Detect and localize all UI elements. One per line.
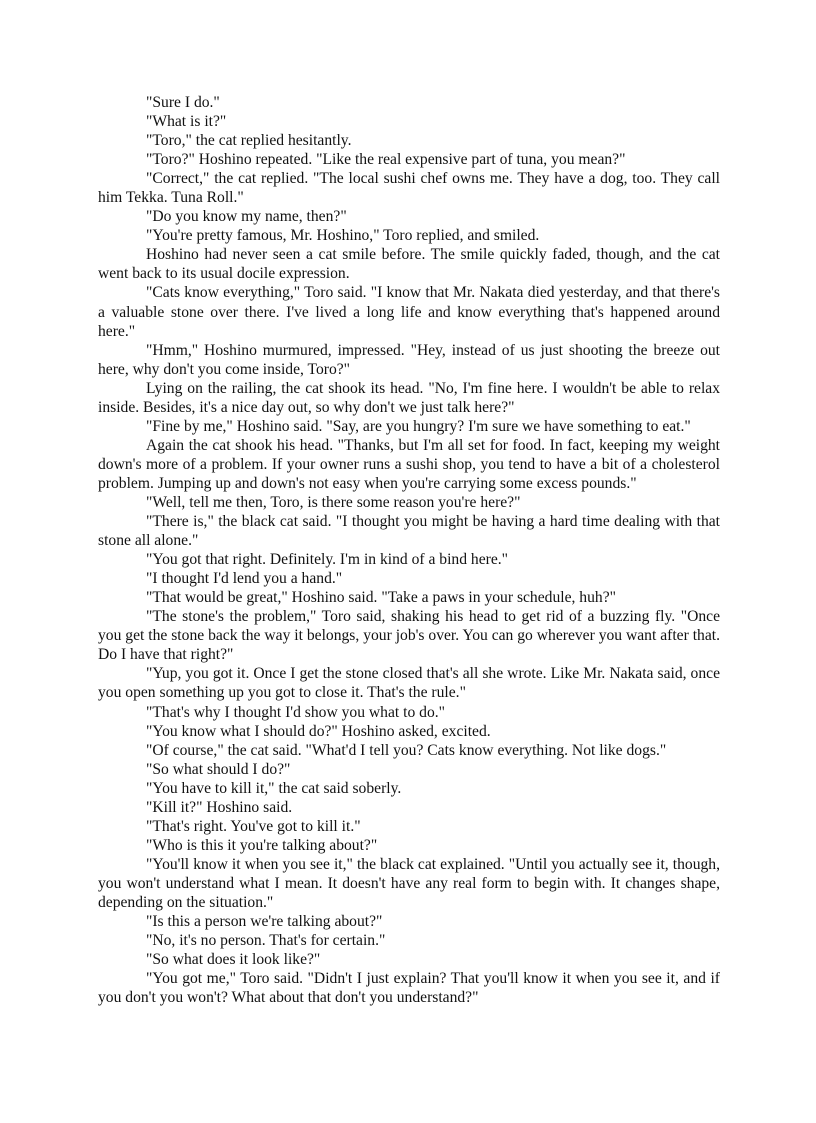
paragraph: "Sure I do." [146,94,220,111]
paragraph: "The stone's the problem," Toro said, shaking his head to get rid of a buzzing fly. "Once you get the stone back the way it belongs, your job's over. You can go wherever you want after that. Do I have that right?" [98,608,720,664]
paragraph: "You know what I should do?" Hoshino asked, excited. [146,722,491,740]
paragraph: "You have to kill it," the cat said soberly. [146,779,402,797]
paragraph: "You'll know it when you see it," the black cat explained. "Until you actually see it, though, you won't understand what I mean. It doesn't have any real form to begin with. It changes shape, depending on the situation." [98,855,720,911]
paragraph: "There is," the black cat said. "I thought you might be having a hard time dealing with that stone all alone." [98,513,720,550]
paragraph: "You got me," Toro said. "Didn't I just explain? That you'll know it when you see it, and if you don't you won't? What about that don't you understand?" [98,970,720,1007]
paragraph: Lying on the railing, the cat shook its head. "No, I'm fine here. I wouldn't be able to relax inside. Besides, it's a nice day out, so why don't we just talk here?" [98,379,720,416]
document-page [98,93,720,1007]
paragraph: "Toro," the cat replied hesitantly. [146,132,352,150]
paragraph: "Well, tell me then, Toro, is there some reason you're here?" [146,493,521,511]
paragraph: "Correct," the cat replied. "The local sushi chef owns me. They have a dog, too. They call him Tekka. Tuna Roll." [98,170,720,207]
paragraph: Again the cat shook his head. "Thanks, but I'm all set for food. In fact, keeping my weight down's more of a problem. If your owner runs a sushi shop, you tend to have a bit of a cholesterol problem. Jumping up and down's not easy when you're carrying some excess pounds." [98,436,720,492]
paragraph: "That's why I thought I'd show you what to do." [146,703,446,721]
paragraph: "Who is this it you're talking about?" [146,836,378,854]
paragraph: "That would be great," Hoshino said. "Take a paws in your schedule, huh?" [146,589,616,607]
paragraph: "Cats know everything," Toro said. "I know that Mr. Nakata died yesterday, and that there's a valuable stone over there. I've lived a long life and know everything that's happened around here." [98,284,720,340]
paragraph: "Kill it?" Hoshino said. [146,798,293,816]
paragraph: "I thought I'd lend you a hand." [146,570,343,588]
paragraph: "Hmm," Hoshino murmured, impressed. "Hey, instead of us just shooting the breeze out here, why don't you come inside, Toro?" [98,341,720,378]
paragraph: "Yup, you got it. Once I get the stone closed that's all she wrote. Like Mr. Nakata said, once you open something up you got to close it. That's the rule." [98,665,720,702]
paragraph: "Toro?" Hoshino repeated. "Like the real expensive part of tuna, you mean?" [146,151,626,169]
paragraph: Hoshino had never seen a cat smile before. The smile quickly faded, though, and the cat went back to its usual docile expression. [98,246,720,283]
paragraph: "Do you know my name, then?" [146,208,347,226]
paragraph: "Is this a person we're talking about?" [146,913,383,931]
paragraph: "No, it's no person. That's for certain." [146,932,386,950]
paragraph: "You got that right. Definitely. I'm in kind of a bind here." [146,551,509,569]
paragraph: "What is it?" [146,113,227,131]
paragraph: "You're pretty famous, Mr. Hoshino," Toro replied, and smiled. [146,227,540,245]
paragraph: "So what does it look like?" [146,951,321,969]
paragraph: "Fine by me," Hoshino said. "Say, are you hungry? I'm sure we have something to eat." [146,417,691,435]
paragraph: "So what should I do?" [146,760,291,778]
paragraph: "Of course," the cat said. "What'd I tell you? Cats know everything. Not like dogs." [146,741,667,759]
paragraph: "That's right. You've got to kill it." [146,817,361,835]
